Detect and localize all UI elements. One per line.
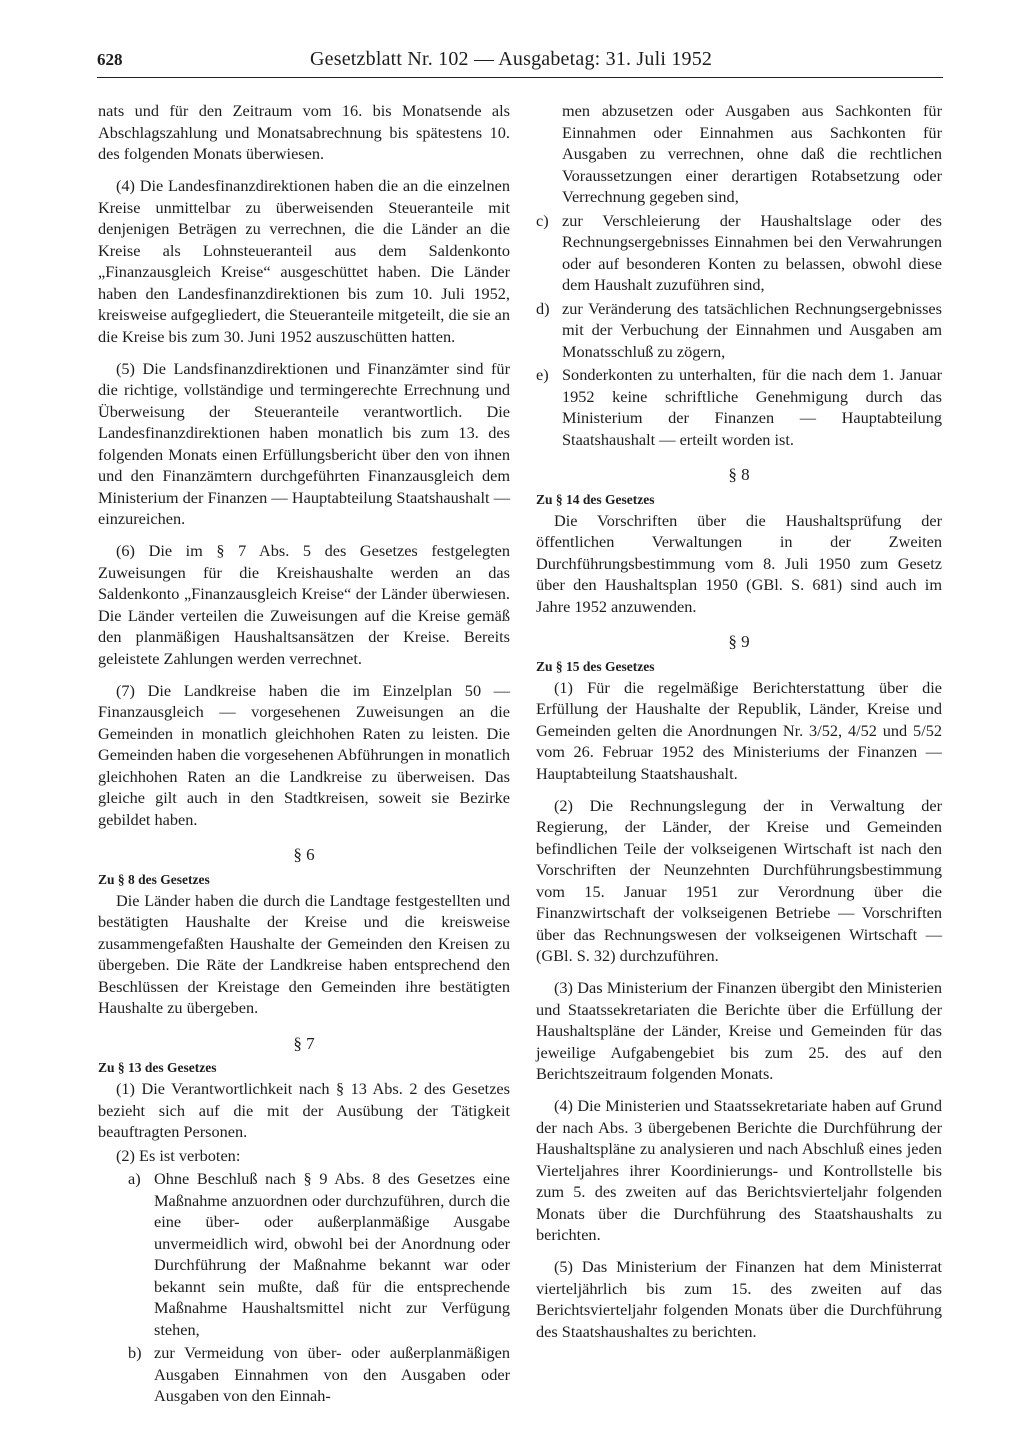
- section-6-heading: § 6: [293, 845, 315, 864]
- section-8-reference: Zu § 14 des Gesetzes: [536, 491, 655, 507]
- paragraph-continued: nats und für den Zeitraum vom 16. bis Monatsende als Abschlagszahlung und Monatsabrechnung bis spätestens 10. des folgenden Monats überwiesen.: [98, 101, 510, 163]
- list-item-a-label: a): [128, 1169, 141, 1188]
- section-9-paragraph-5: (5) Das Ministerium der Finanzen hat dem Ministerrat vierteljährlich bis zum 15. des zweiten auf das Berichtsvierteljahr folgenden Monats über die Durchführung des Staatshaushaltes zu berichten.: [536, 1257, 942, 1341]
- paragraph-5: (5) Die Landsfinanzdirektionen und Finanzämter sind für die richtige, vollständige und termingerechte Errechnung und Überweisung der Steueranteile verantwortlich. Die Landesfinanzdirektionen haben monatlich bis zum 13. des folgenden Monats einen Erfüllungsbericht über den von ihnen und den Finanzämtern durchgeführten Finanzausgleich dem Ministerium der Finanzen — Hauptabteilung Staatshaushalt — einzureichen.: [98, 358, 510, 528]
- list-item-c: [536, 210, 942, 296]
- left-column: [98, 100, 510, 1409]
- section-9-paragraph-4: (4) Die Ministerien und Staatssekretariate haben auf Grund der nach Abs. 3 übergebenen Berichte die Durchführung der Haushaltspläne zu analysieren und nach Abschluß eines jeden Vierteljahres ihrer Koordinierungs- und Kontrollstelle bis zum 5. des zweiten auf das Berichtsvierteljahr folgenden Monats über die Durchführung des Staatshaushalts zu berichten.: [536, 1096, 942, 1244]
- list-item-b-label: b): [128, 1343, 142, 1362]
- list-item-c-text: zur Verschleierung der Haushaltslage oder des Rechnungsergebnisses Einnahmen bei den Verwahrungen oder auf besonderen Konten zu belassen, obwohl diese dem Haushalt zuzuführen sind,: [562, 210, 942, 294]
- list-item-b-continued: [536, 100, 942, 208]
- section-9-paragraph-3: (3) Das Ministerium der Finanzen übergibt den Ministerien und Staatssekretariaten die Berichte über die Erfüllung der Haushaltspläne der Länder, Kreise und Gemeinden für das jeweilige Aufgabengebiet bis zum 25. des auf den Berichtszeitraum folgenden Monats.: [536, 978, 942, 1083]
- section-9-paragraph-2: (2) Die Rechnungslegung der in Verwaltung der Regierung, der Länder, der Kreise und Gemeinden befindlichen Teile der volkseigenen Wirtschaft ist nach den Vorschriften der Neunzehnten Durchführungsbestimmung vom 15. Januar 1951 zur Verordnung über die Finanzwirtschaft der volkseigenen Betriebe — Vorschriften über das Rechnungswesen der volkseigenen Wirtschaft — (GBl. S. 32) durchzuführen.: [536, 795, 942, 965]
- section-9-heading: § 9: [728, 632, 750, 651]
- section-9-paragraph-1: (1) Für die regelmäßige Berichterstattung über die Erfüllung der Haushalte der Republik, Länder, Kreise und Gemeinden gelten die Anordnungen Nr. 3/52, 4/52 und 5/52 vom 26. Februar 1952 des Ministeriums der Finanzen — Hauptabteilung Staatshaushalt.: [536, 677, 942, 783]
- page-number: 628: [97, 50, 123, 69]
- right-column: [536, 100, 942, 1353]
- page-header: [97, 50, 943, 80]
- list-item-e-label: e): [536, 365, 549, 384]
- paragraph-6: (6) Die im § 7 Abs. 5 des Gesetzes festgelegten Zuweisungen für die Kreishaushalte werden an das Saldenkonto „Finanzausgleich Kreise“ der Länder überwiesen. Die Länder verteilen die Zuweisungen auf die Kreise gemäß den planmäßigen Haushaltsansätzen der Kreise. Bereits geleistete Zahlungen werden verrechnet.: [98, 541, 510, 668]
- list-item-d-label: d): [536, 298, 550, 318]
- section-8-text: Die Vorschriften über die Haushaltsprüfung der öffentlichen Verwaltungen in der Zweiten Durchführungsbestimmung vom 8. Juli 1950 zum Gesetz über den Haushaltsplan 1950 (GBl. S. 681) sind auch im Jahre 1952 anzuwenden.: [536, 510, 942, 616]
- list-item-c-label: c): [536, 210, 549, 230]
- list-item-e: [536, 364, 942, 450]
- section-6-text: Die Länder haben die durch die Landtage festgestellten und bestätigten Haushalte der Kreise und die kreisweise zusammengefaßten Haushalte der Gemeinden den Kreisen zu übergeben. Die Räte der Landkreise haben entsprechend den Beschlüssen der Kreistage den Gemeinden ihre bestätigten Haushalte zu übergeben.: [98, 890, 510, 1017]
- section-7-paragraph-2: (2) Es ist verboten:: [116, 1145, 241, 1165]
- list-item-b: [98, 1342, 510, 1407]
- list-item-a: [98, 1168, 510, 1340]
- paragraph-7: (7) Die Landkreise haben die im Einzelplan 50 — Finanzausgleich — vorgesehenen Zuweisungen an die Gemeinden in monatlich gleichhohen Raten zu leisten. Die Gemeinden haben die vorgesehenen Abführungen in monatlich gleichhohen Raten an die Landkreise zu überweisen. Das gleiche gilt auch in den Stadtkreisen, soweit sie Bezirke gebildet haben.: [98, 680, 510, 829]
- section-7-reference: Zu § 13 des Gesetzes: [98, 1060, 217, 1075]
- list-item-b-text: zur Vermeidung von über- oder außerplanmäßigen Ausgaben Einnahmen von den Ausgaben oder Ausgaben von den Einnah-: [154, 1343, 510, 1405]
- section-7-heading: § 7: [293, 1033, 315, 1053]
- section-8-heading: § 8: [728, 465, 750, 484]
- section-6-reference: Zu § 8 des Gesetzes: [98, 871, 210, 887]
- header-title: Gesetzblatt Nr. 102 — Ausgabetag: 31. Juli 1952: [310, 48, 713, 70]
- list-item-a-text: Ohne Beschluß nach § 9 Abs. 8 des Gesetzes eine Maßnahme anzuordnen oder durchzuführen, durch die eine über- oder außerplanmäßige Ausgabe unvermeidlich wird, obwohl bei der Anordnung oder Durchführung der Maßnahme bekannt war oder bekannt sein mußte, daß für die entsprechende Maßnahme Haushaltsmittel nicht zur Verfügung stehen,: [154, 1169, 510, 1339]
- section-7-paragraph-1: (1) Die Verantwortlichkeit nach § 13 Abs. 2 des Gesetzes bezieht sich auf die mit der Ausübung der Tätigkeit beauftragten Personen.: [98, 1079, 510, 1141]
- section-9-reference: Zu § 15 des Gesetzes: [536, 658, 655, 674]
- paragraph-4: (4) Die Landesfinanzdirektionen haben die an die einzelnen Kreise unmittelbar zu überweisenden Steueranteile mit denjenigen Beträgen zu verrechnen, die die Länder an die Kreise als Lohnsteueranteil aus dem Saldenkonto „Finanzausgleich Kreise“ ausgeschüttet haben. Die Länder haben den Landesfinanzdirektionen bis zum 10. Juli 1952, kreisweise aufgegliedert, die Steueranteile mitgeteilt, die sie an die Kreise bis zum 30. Juni 1952 auszuschütten hatten.: [98, 176, 510, 346]
- list-item-e-text: Sonderkonten zu unterhalten, für die nach dem 1. Januar 1952 keine schriftliche Genehmigung durch das Ministerium der Finanzen — Hauptabteilung Staatshaushalt — erteilt worden ist.: [562, 365, 942, 449]
- list-item-d-text: zur Veränderung des tatsächlichen Rechnungsergebnisses mit der Verbuchung der Einnahmen und Ausgaben am Monatsschluß zu zögern,: [562, 298, 942, 361]
- list-item-b-continued-text: men abzusetzen oder Ausgaben aus Sachkonten für Einnahmen oder Einnahmen aus Sachkonten für Ausgaben zu verrechnen, ohne daß die rechtlichen Voraussetzungen einer derartigen Rotabsetzung oder Verrechnung gegeben sind,: [562, 101, 942, 206]
- header-rule: [97, 77, 943, 78]
- list-item-d: [536, 298, 942, 363]
